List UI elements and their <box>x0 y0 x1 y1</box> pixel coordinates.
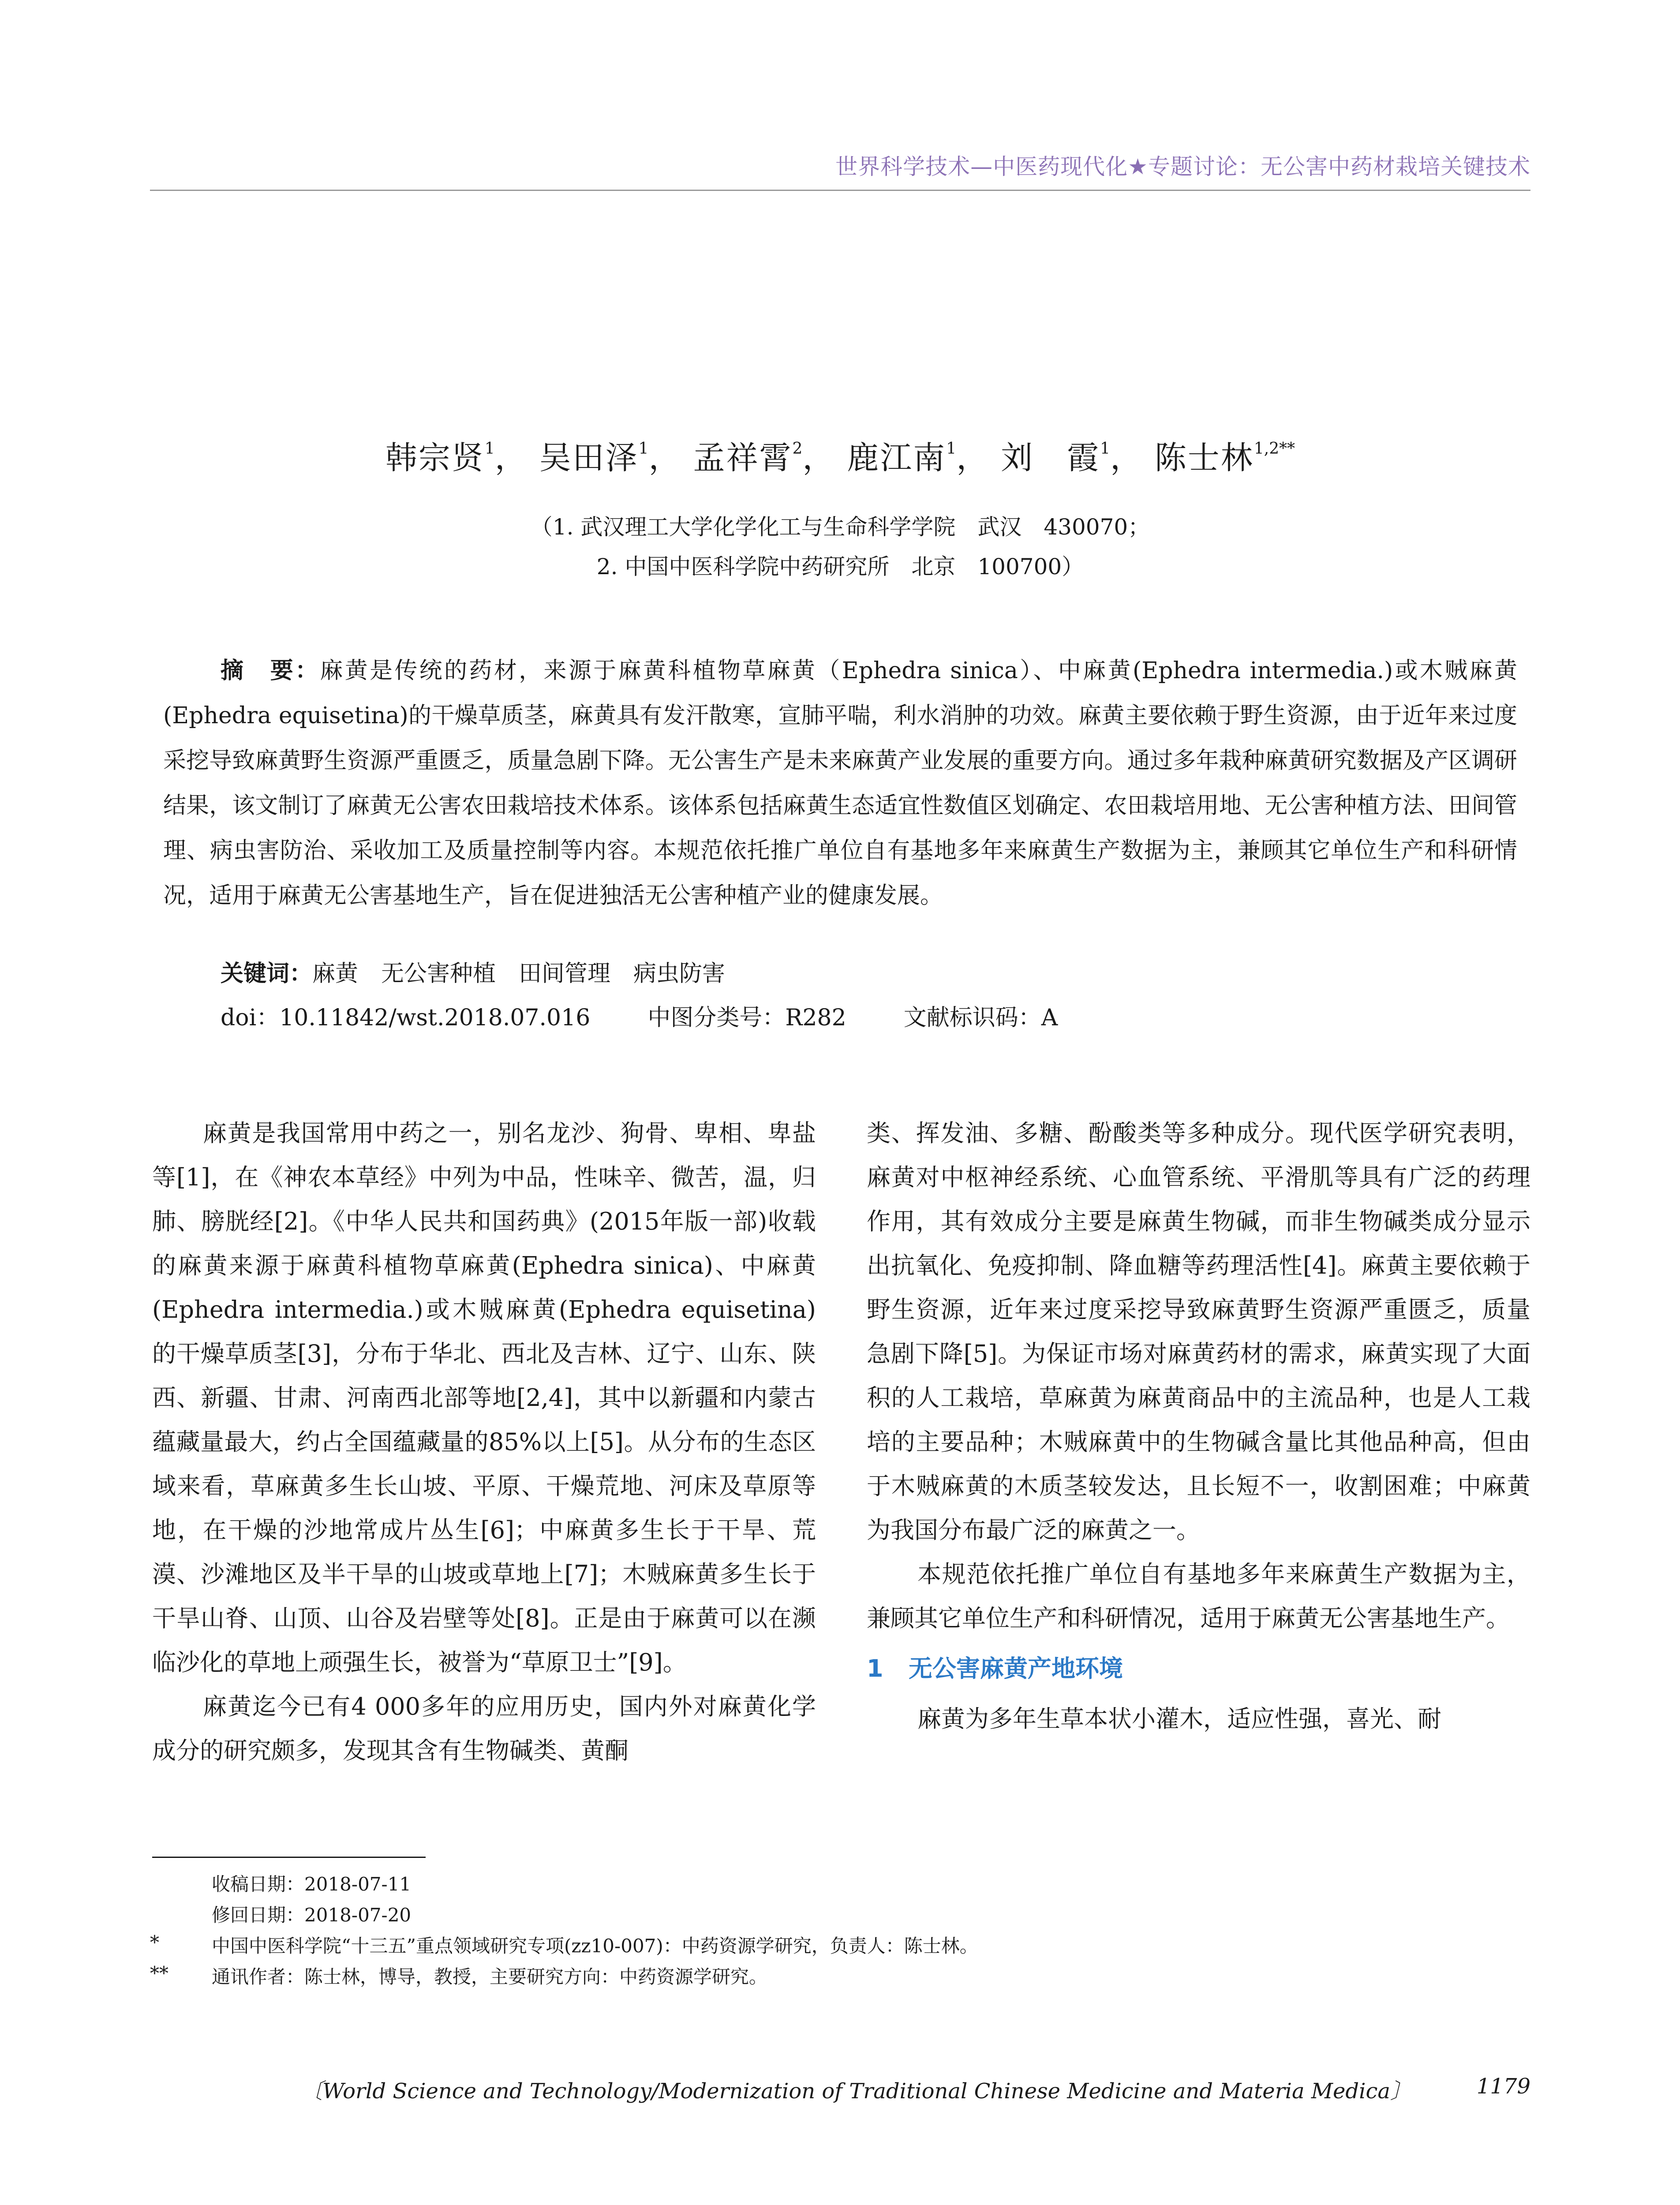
page-number: 1179 <box>1476 2074 1530 2099</box>
section-title: 无公害麻黄产地环境 <box>909 1655 1123 1682</box>
footnote-text: 通讯作者：陈士林，博导，教授，主要研究方向：中药资源学研究。 <box>212 1966 768 1988</box>
author-name: 陈士林 <box>1154 439 1254 476</box>
footnote-text: 修回日期：2018-07-20 <box>212 1904 412 1926</box>
keywords-label: 关键词： <box>221 960 313 987</box>
running-head: 世界科学技术—中医药现代化★专题讨论：无公害中药材栽培关键技术 <box>835 154 1530 179</box>
footnote <box>150 1932 978 1958</box>
author-affiliation-mark: 1 <box>946 440 957 458</box>
author-affiliation-mark: 1 <box>1100 440 1110 458</box>
affiliation-line: 2. 中国中医科学院中药研究所 北京 100700） <box>596 554 1084 579</box>
body-paragraph: 本规范依托推广单位自有基地多年来麻黄生产数据为主，兼顾其它单位生产和科研情况，适用于麻黄无公害基地生产。 <box>867 1560 1530 1632</box>
affiliation-line: （1. 武汉理工大学化学化工与生命科学学院 武汉 430070； <box>530 514 1150 540</box>
author-affiliation-mark: 1 <box>638 440 649 458</box>
body-paragraph: 麻黄是我国常用中药之一，别名龙沙、狗骨、卑相、卑盐等[1]，在《神农本草经》中列为中品，性味辛、微苦，温，归肺、膀胱经[2]。《中华人民共和国药典》(2015年版一部)收载的麻黄来源于麻黄科植物草麻黄(Ephedra sinica)、中麻黄(Ephedra intermedia.)或木贼麻黄(Ephedra equisetina)的干燥草质茎[3]，分布于华北、西北及吉林、辽宁、山东、陕西、新疆、甘肃、河南西北部等地[2,4]，其中以新疆和内蒙古蕴藏量最大，约占全国蕴藏量的85%以上[5]。从分布的生态区域来看，草麻黄多生长山坡、平原、干燥荒地、河床及草原等地，在干燥的沙地常成片丛生[6]；中麻黄多生长于干旱、荒漠、沙滩地区及半干旱的山坡或草地上[7]；木贼麻黄多生长于干旱山脊、山顶、山谷及岩壁等处[8]。正是由于麻黄可以在濒临沙化的草地上顽强生长，被誉为“草原卫士”[9]。 <box>152 1119 816 1676</box>
author-list: 韩宗贤$^1$， 吴田泽$^1$， 孟祥霄$^2$， 鹿江南$^1$， 刘 霞$^1$， 陈士林$^{1,2**}$ <box>385 439 1295 476</box>
clc-number: 中图分类号：R282 <box>647 1005 846 1031</box>
footnote-divider <box>152 1857 426 1858</box>
header-divider <box>150 190 1530 191</box>
footnote <box>212 1870 411 1896</box>
author-name: 鹿江南 <box>847 439 947 476</box>
keywords <box>221 955 725 988</box>
author-affiliation-mark: 1 <box>484 440 495 458</box>
article-identifiers <box>221 999 1058 1032</box>
author-name: 刘 霞 <box>1001 439 1100 476</box>
section-number: 1 <box>867 1655 883 1682</box>
body-paragraph: 麻黄为多年生草本状小灌木，适应性强，喜光、耐 <box>917 1705 1441 1733</box>
journal-name: 〔World Science and Technology/Modernization of Traditional Chinese Medicine and Materia Medica〕 <box>301 2079 1411 2104</box>
body-paragraph: 麻黄迄今已有4 000多年的应用历史，国内外对麻黄化学成分的研究颇多，发现其含有生物碱类、黄酮 <box>152 1693 816 1764</box>
author-affiliation-mark: 2 <box>792 440 803 458</box>
body-column-right <box>867 1111 1530 1741</box>
author-name: 孟祥霄 <box>693 439 793 476</box>
author-name: 吴田泽 <box>539 439 639 476</box>
footnote-text: 收稿日期：2018-07-11 <box>212 1873 412 1895</box>
abstract-label: 摘 要： <box>221 658 320 684</box>
keywords-text: 麻黄 无公害种植 田间管理 病虫防害 <box>312 960 726 987</box>
footnote-mark: * <box>150 1932 159 1953</box>
body-column-left <box>152 1111 816 1773</box>
author-affiliation-mark: 1,2** <box>1253 440 1295 458</box>
footnote-text: 中国中医科学院“十三五”重点领域研究专项(zz10-007)：中药资源学研究，负责人：陈士林。 <box>212 1935 978 1957</box>
document-code: 文献标识码：A <box>903 1005 1058 1031</box>
footnote <box>150 1962 768 1989</box>
doi: doi：10.11842/wst.2018.07.016 <box>221 1005 591 1031</box>
body-paragraph: 类、挥发油、多糖、酚酸类等多种成分。现代医学研究表明，麻黄对中枢神经系统、心血管系统、平滑肌等具有广泛的药理作用，其有效成分主要是麻黄生物碱，而非生物碱类成分显示出抗氧化、免疫抑制、降血糖等药理活性[4]。麻黄主要依赖于野生资源，近年来过度采挖导致麻黄野生资源严重匮乏，质量急剧下降[5]。为保证市场对麻黄药材的需求，麻黄实现了大面积的人工栽培，草麻黄为麻黄商品中的主流品种，也是人工栽培的主要品种；木贼麻黄中的生物碱含量比其他品种高，但由于木贼麻黄的木质茎较发达，且长短不一，收割困难；中麻黄为我国分布最广泛的麻黄之一。 <box>867 1119 1530 1544</box>
abstract-text: 麻黄是传统的药材，来源于麻黄科植物草麻黄（Ephedra sinica）、中麻黄(Ephedra intermedia.)或木贼麻黄(Ephedra equisetina)的干燥草质茎，麻黄具有发汗散寒，宣肺平喘，利水消肿的功效。麻黄主要依赖于野生资源，由于近年来过度采挖导致麻黄野生资源严重匮乏，质量急剧下降。无公害生产是未来麻黄产业发展的重要方向。通过多年栽种麻黄研究数据及产区调研结果，该文制订了麻黄无公害农田栽培技术体系。该体系包括麻黄生态适宜性数值区划确定、农田栽培用地、无公害种植方法、田间管理、病虫害防治、采收加工及质量控制等内容。本规范依托推广单位自有基地多年来麻黄生产数据为主，兼顾其它单位生产和科研情况，适用于麻黄无公害基地生产，旨在促进独活无公害种植产业的健康发展。 <box>163 658 1517 909</box>
author-name: 韩宗贤 <box>385 439 485 476</box>
abstract <box>163 648 1517 918</box>
footnote-mark: ** <box>150 1962 168 1984</box>
section-heading <box>867 1647 1530 1691</box>
footnote <box>212 1901 411 1927</box>
